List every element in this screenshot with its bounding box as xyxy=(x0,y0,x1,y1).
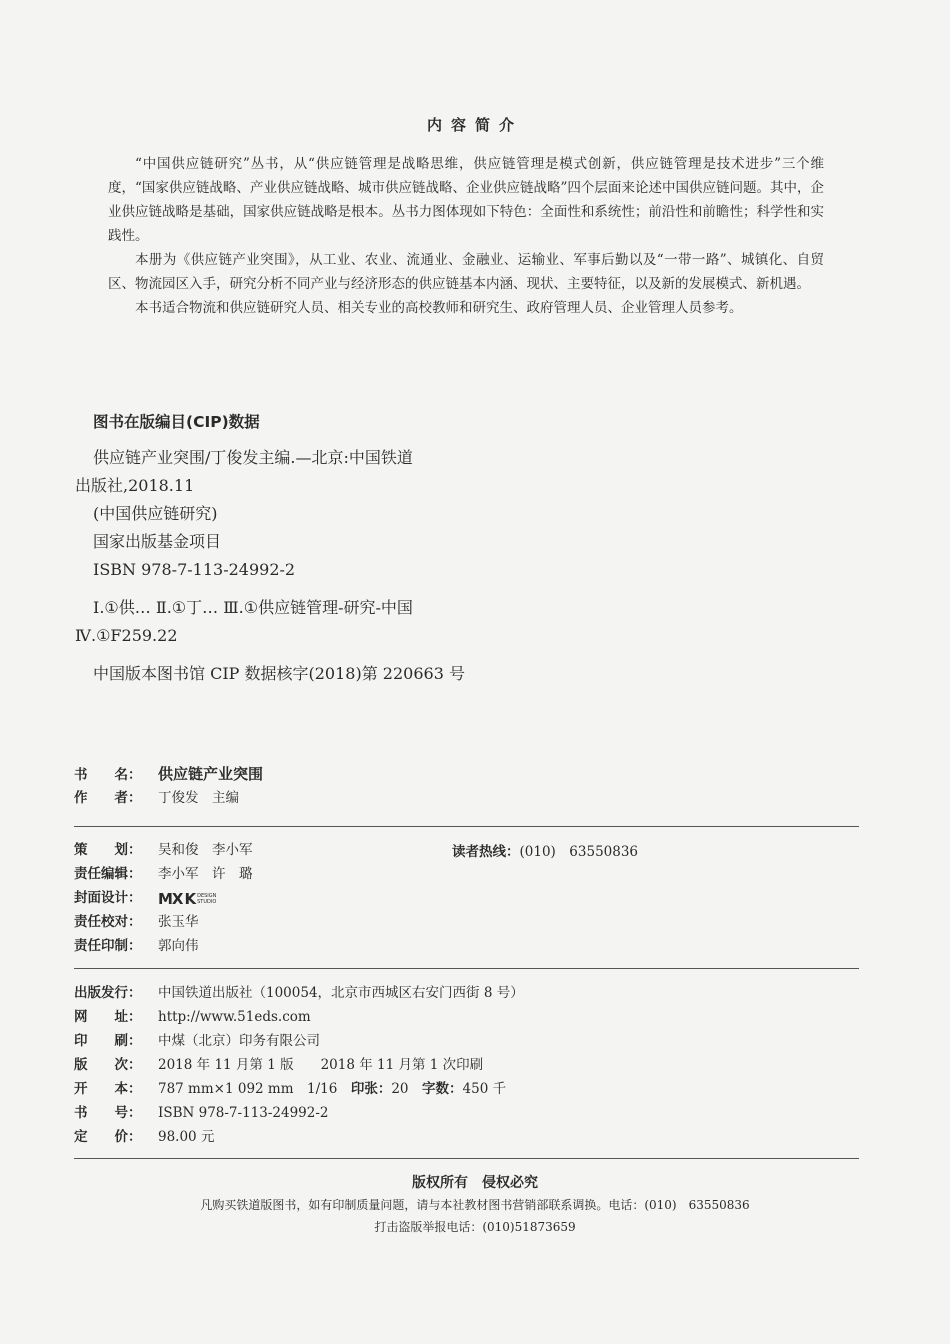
label: 责任校对： xyxy=(74,914,142,930)
label: 书 名： xyxy=(74,767,142,783)
label: 责任印制： xyxy=(74,938,142,954)
cip-record-3 xyxy=(75,660,595,688)
cip-line: Ⅰ.①供… Ⅱ.①丁… Ⅲ.①供应链管理-研究-中国 xyxy=(93,598,413,617)
label: 印张： xyxy=(350,1081,392,1097)
label: 定 价： xyxy=(74,1129,142,1145)
copyright-line: 打击盗版举报电话：(010)51873659 xyxy=(374,1220,576,1234)
label: 网 址： xyxy=(74,1009,142,1025)
cover-design-row xyxy=(74,886,864,910)
logo-mark-k: K xyxy=(184,889,196,908)
cip-line: Ⅳ.①F259.22 xyxy=(75,626,178,645)
edition: 2018 年 11 月第 1 版 2018 年 11 月第 1 次印刷 xyxy=(158,1057,484,1073)
label: 封面设计： xyxy=(74,890,142,906)
price: 98.00 元 xyxy=(158,1129,215,1145)
divider xyxy=(74,826,859,827)
label: 书 号： xyxy=(74,1105,142,1121)
print-sheets: 20 xyxy=(391,1081,423,1097)
proofreader-row xyxy=(74,910,864,934)
mxk-design-studio-logo xyxy=(158,887,216,911)
logo-mark: MX xyxy=(158,889,183,908)
intro-paragraph: 本书适合物流和供应链研究人员、相关专业的高校教师和研究生、政府管理人员、企业管理人员参考。 xyxy=(135,300,743,316)
isbn-row xyxy=(74,1101,864,1125)
intro-body xyxy=(108,152,824,320)
planner: 吴和俊 李小军 xyxy=(158,842,253,858)
reader-hotline xyxy=(452,840,638,864)
printer: 中煤（北京）印务有限公司 xyxy=(158,1033,320,1049)
publisher: 中国铁道出版社（100054，北京市西城区右安门西街 8 号） xyxy=(158,985,524,1001)
label: 出版发行： xyxy=(74,985,142,1001)
intro-paragraph: “中国供应链研究”丛书，从“供应链管理是战略思维，供应链管理是模式创新，供应链管理是技术进步”三个维度，“国家供应链战略、产业供应链战略、城市供应链战略、企业供应链战略”四个层面来论述中国供应链问题。其中，企业供应链战略是基础，国家供应链战略是根本。丛书力图体现如下特色：全面性和系统性；前沿性和前瞻性；科学性和实践性。 xyxy=(108,156,824,244)
proofreader: 张玉华 xyxy=(158,914,199,930)
logo-text-line: STUDIO xyxy=(197,898,217,905)
editor-row xyxy=(74,862,864,886)
label: 作 者： xyxy=(74,790,142,806)
book-title-row xyxy=(74,762,864,786)
book-info xyxy=(74,762,864,810)
editor: 李小军 许 璐 xyxy=(158,866,253,882)
isbn: ISBN 978-7-113-24992-2 xyxy=(158,1105,329,1121)
print-manager-row xyxy=(74,934,864,958)
printer-row xyxy=(74,1029,864,1053)
cip-line: 供应链产业突围/丁俊发主编.—北京:中国铁道 xyxy=(93,448,413,467)
label: 开 本： xyxy=(74,1081,142,1097)
cip-record-1 xyxy=(75,444,595,584)
website-row xyxy=(74,1005,864,1029)
publisher-row xyxy=(74,981,864,1005)
intro-title: 内容简介 xyxy=(426,116,523,134)
label: 策 划： xyxy=(74,842,142,858)
edition-row xyxy=(74,1053,864,1077)
cip-line: 中国版本图书馆 CIP 数据核字(2018)第 220663 号 xyxy=(93,664,465,683)
hotline-number: (010) 63550836 xyxy=(519,844,639,860)
intro-paragraph: 本册为《供应链产业突围》，从工业、农业、流通业、金融业、运输业、军事后勤以及“一带一路”、城镇化、自贸区、物流园区入手，研究分析不同产业与经济形态的供应链基本内涵、现状、主要特征，以及新的发展模式、新机遇。 xyxy=(108,252,824,292)
cip-record-2 xyxy=(75,594,595,650)
logo-text-line: DESIGN xyxy=(197,892,217,899)
format-row xyxy=(74,1077,864,1101)
book-author-row xyxy=(74,786,864,810)
label: 字数： xyxy=(422,1081,463,1097)
cip-line: 国家出版基金项目 xyxy=(93,532,222,551)
label: 读者热线： xyxy=(452,844,520,860)
copyright-title: 版权所有 侵权必究 xyxy=(412,1175,538,1191)
label: 责任编辑： xyxy=(74,866,142,882)
logo-text xyxy=(197,893,216,905)
divider xyxy=(74,1158,859,1159)
label: 版 次： xyxy=(74,1057,142,1073)
copyright-notice xyxy=(0,1172,950,1238)
cip-line: (中国供应链研究) xyxy=(93,504,218,523)
book-title: 供应链产业突围 xyxy=(158,765,264,783)
book-author: 丁俊发 主编 xyxy=(158,790,239,806)
publish-info xyxy=(74,981,864,1149)
website: http://www.51eds.com xyxy=(158,1009,311,1025)
cip-title: 图书在版编目(CIP)数据 xyxy=(93,413,260,431)
word-count: 450 千 xyxy=(462,1081,507,1097)
format: 787 mm×1 092 mm 1/16 xyxy=(158,1081,351,1097)
cip-line: 出版社,2018.11 xyxy=(75,476,195,495)
price-row xyxy=(74,1125,864,1149)
divider xyxy=(74,968,859,969)
cip-line: ISBN 978-7-113-24992-2 xyxy=(93,560,296,579)
print-manager: 郭向伟 xyxy=(158,938,199,954)
label: 印 刷： xyxy=(74,1033,142,1049)
copyright-line: 凡购买铁道版图书，如有印制质量问题，请与本社教材图书营销部联系调换。电话：(010) 63550836 xyxy=(200,1198,750,1212)
